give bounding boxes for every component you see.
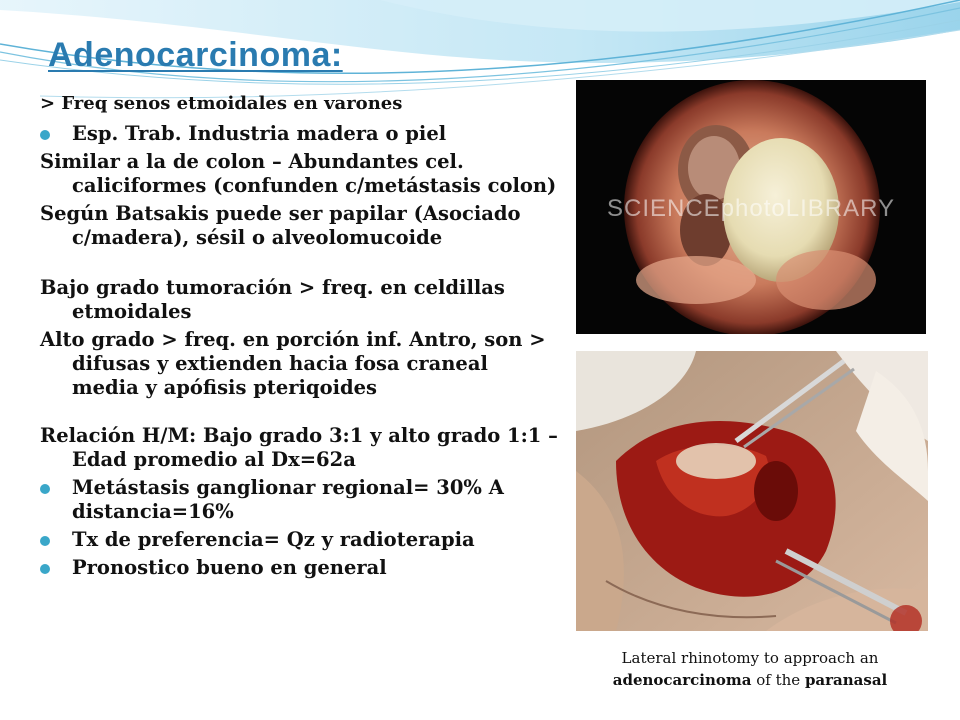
bullet-line [40,556,560,580]
body-line: Según Batsakis puede ser papilar (Asociado c/madera), sésil o alveolomucoide [40,202,521,249]
slide-body [40,92,560,584]
caption-bold-term: adenocarcinoma [612,671,752,689]
bullet-text: Pronostico bueno en general [72,556,387,579]
body-line: Similar a la de colon – Abundantes cel. caliciformes (confunden c/metástasis colon) [40,150,557,197]
caption-bold-term: paranasal [804,671,888,689]
bullet-dot-icon [40,536,50,546]
bullet-text: Metástasis ganglionar regional= 30% A distancia=16% [72,476,504,523]
bullet-line [40,122,560,146]
body-line: > Freq senos etmoidales en varones [40,93,403,114]
figure-caption [590,647,910,691]
caption-text: Lateral rhinotomy to approach an [621,649,879,667]
bullet-line [40,476,560,524]
watermark-text: SCIENCEphotoLIBRARY [606,195,896,222]
caption-text: of the [751,671,805,689]
bullet-text: Tx de preferencia= Qz y radioterapia [72,528,475,551]
body-line: Bajo grado tumoración > freq. en celdillas etmoidales [40,276,505,323]
bullet-dot-icon [40,130,50,140]
bullet-dot-icon [40,564,50,574]
body-line: Alto grado > freq. en porción inf. Antro, son > difusas y extienden hacia fosa craneal media y apófisis pteriqoides [40,328,546,399]
surgery-photo [576,351,928,631]
body-line: Relación H/M: Bajo grado 3:1 y alto grado 1:1 – Edad promedio al Dx=62a [40,424,558,471]
bullet-text: Esp. Trab. Industria madera o piel [72,122,447,145]
bullet-line [40,528,560,552]
slide-title: Adenocarcinoma: [48,36,343,74]
bullet-dot-icon [40,484,50,494]
endoscopy-photo [576,80,926,334]
